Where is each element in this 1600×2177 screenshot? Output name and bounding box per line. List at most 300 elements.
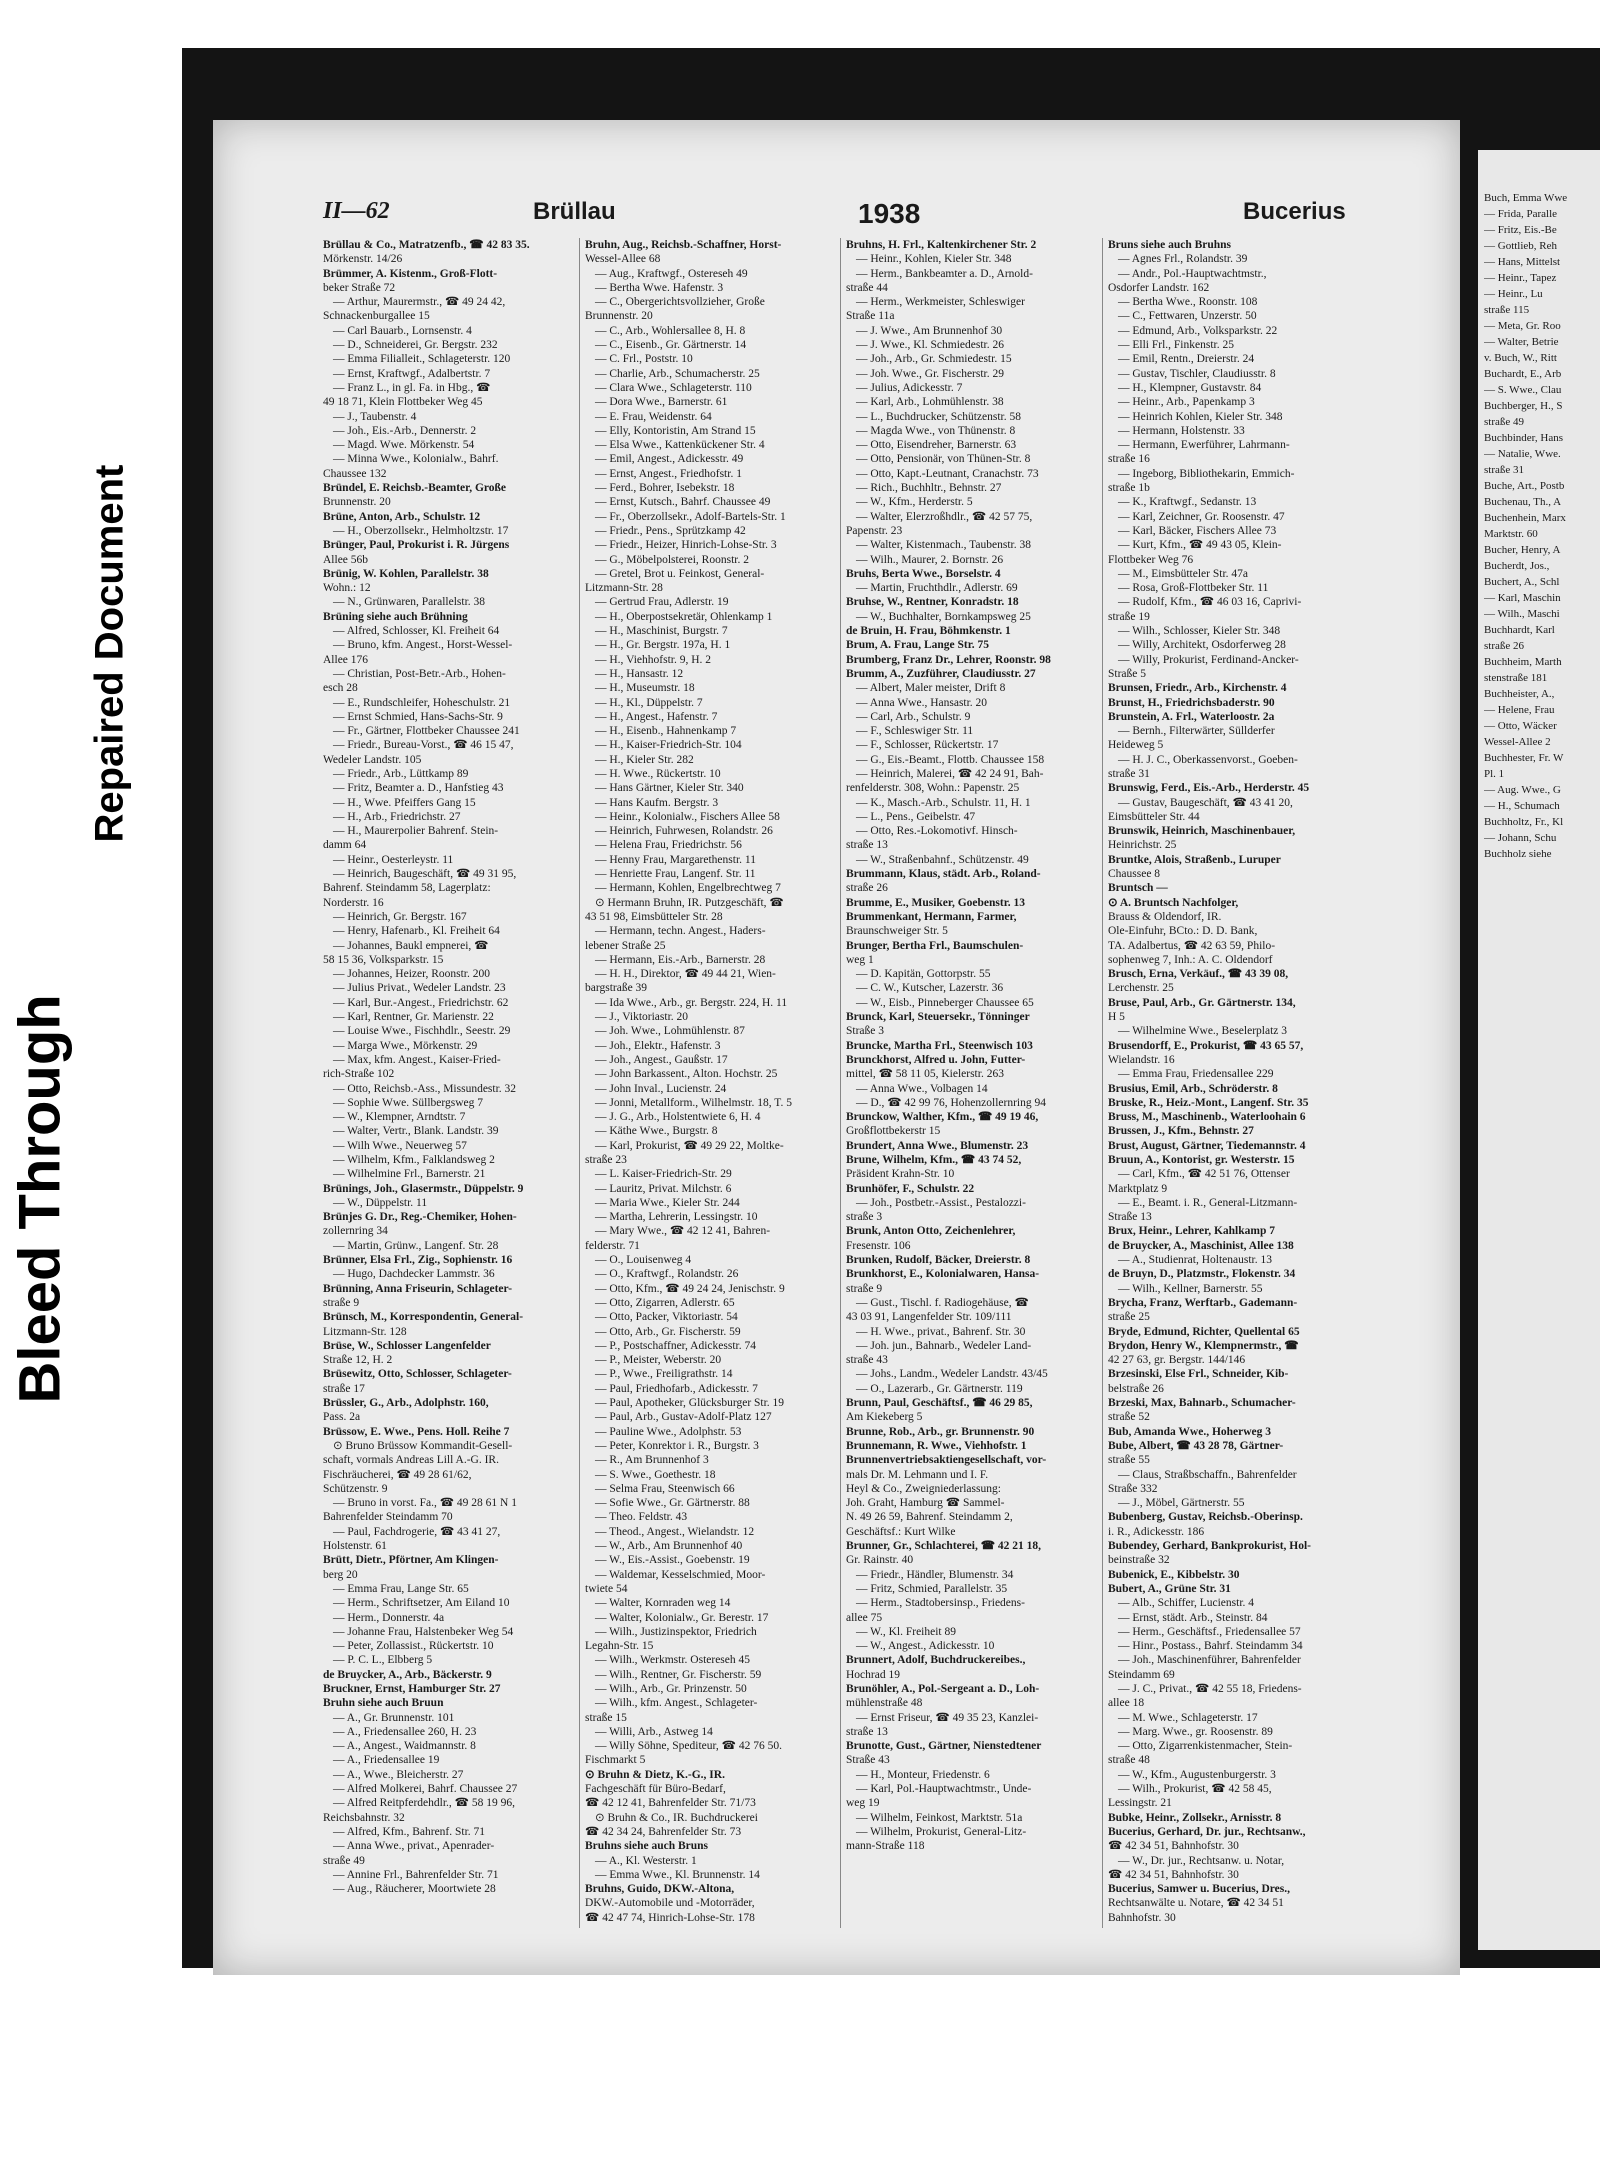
directory-entry: Ole-Einfuhr, BCto.: D. D. Bank, xyxy=(1108,925,1258,938)
directory-entry: Bubendey, Gerhard, Bankprokurist, Hol- xyxy=(1108,1540,1311,1553)
fragment-entry: — Frida, Paralle xyxy=(1484,208,1558,220)
directory-entry: — Franz L., in gl. Fa. in Hbg., ☎ xyxy=(333,381,491,394)
directory-entry: — M. Wwe., Schlageterstr. 17 xyxy=(1118,1711,1258,1724)
page-header xyxy=(323,198,1363,238)
directory-entry: Brünger, Paul, Prokurist i. R. Jürgens xyxy=(323,539,510,552)
directory-entry: — Elli Frl., Finkenstr. 25 xyxy=(1118,339,1234,352)
fragment-entry: Buchhester, Fr. W xyxy=(1484,752,1564,764)
directory-entry: Steindamm 69 xyxy=(1108,1668,1175,1681)
fragment-entry: — Heinr., Tapez xyxy=(1484,272,1557,284)
directory-entry: — A., Friedensallee 260, H. 23 xyxy=(333,1725,477,1738)
directory-entry: — Albert, Maler meister, Drift 8 xyxy=(856,682,1006,695)
directory-entry: — F., Schleswiger Str. 11 xyxy=(856,725,974,738)
directory-entry: — E., Beamt. i. R., General-Litzmann- xyxy=(1118,1196,1298,1209)
directory-entry: Brum, A. Frau, Lange Str. 75 xyxy=(846,639,990,652)
directory-entry: Brünings, Joh., Glasermstr., Düppelstr. 9 xyxy=(323,1182,524,1195)
directory-entry: ☎ 42 34 24, Bahrenfelder Str. 73 xyxy=(585,1825,742,1838)
directory-entry: — John Inval., Lucienstr. 24 xyxy=(595,1082,727,1095)
directory-entry: — K., Masch.-Arb., Schulstr. 11, H. 1 xyxy=(856,796,1031,809)
directory-entry: — Hans Gärtner, Kieler Str. 340 xyxy=(595,782,744,795)
fragment-entry: — Natalie, Wwe. xyxy=(1484,448,1561,460)
directory-entry: — Joh. Wwe., Gr. Fischerstr. 29 xyxy=(856,367,1005,380)
directory-entry: — Heinr., Kolonialw., Fischers Allee 58 xyxy=(595,810,780,823)
directory-entry: — A., Gr. Brunnenstr. 101 xyxy=(333,1711,455,1724)
directory-entry: — Annine Frl., Bahrenfelder Str. 71 xyxy=(333,1868,499,1881)
directory-entry: — H., Maurerpolier Bahrenf. Stein- xyxy=(333,825,499,838)
directory-entry: Bruske, R., Heiz.-Mont., Langenf. Str. 35 xyxy=(1108,1096,1309,1109)
directory-entry: — J., Taubenstr. 4 xyxy=(333,410,417,423)
directory-entry: Bruhn, Aug., Reichsb.-Schaffner, Horst- xyxy=(585,239,782,251)
directory-entry: — Dora Wwe., Barnerstr. 61 xyxy=(595,396,728,409)
directory-entry: Brüning siehe auch Brühning xyxy=(323,610,468,623)
directory-entry: straße 15 xyxy=(585,1711,627,1724)
directory-entry: Bruntsch — xyxy=(1108,882,1168,895)
directory-entry: Brunswig, Ferd., Eis.-Arb., Herderstr. 45 xyxy=(1108,782,1310,795)
column-divider xyxy=(840,238,841,1928)
directory-entry: — H. Wwe., Rückertstr. 10 xyxy=(595,767,721,780)
directory-entry: — Henny Frau, Margarethenstr. 11 xyxy=(595,853,756,866)
directory-entry: mittel, ☎ 58 11 05, Kielerstr. 263 xyxy=(846,1068,1004,1081)
directory-entry: lebener Straße 25 xyxy=(585,939,666,952)
directory-entry: Papenstr. 23 xyxy=(846,524,903,537)
fragment-entry: — Otto, Wäcker xyxy=(1484,720,1557,732)
directory-entry: Brunöhler, A., Pol.-Sergeant a. D., Loh- xyxy=(846,1682,1040,1695)
directory-entry: — W., Arb., Am Brunnenhof 40 xyxy=(595,1540,743,1553)
directory-entry: — Sophie Wwe. Süllbergsweg 7 xyxy=(333,1096,484,1109)
directory-entry: — Walter, Kolonialw., Gr. Berestr. 17 xyxy=(595,1611,769,1624)
directory-entry: — Gustav, Tischler, Claudiusstr. 8 xyxy=(1118,367,1276,380)
directory-entry: — J. Wwe., Am Brunnenhof 30 xyxy=(856,324,1003,337)
directory-entry: Bruse, Paul, Arb., Gr. Gärtnerstr. 134, xyxy=(1108,996,1296,1009)
directory-entry: — W., Eis.-Assist., Goebenstr. 19 xyxy=(595,1554,750,1567)
directory-entry: Brünning, Anna Friseurin, Schlageter- xyxy=(323,1282,513,1295)
directory-entry: — P., Meister, Weberstr. 20 xyxy=(595,1354,722,1367)
directory-entry: Bruhns, H. Frl., Kaltenkirchener Str. 2 xyxy=(846,239,1037,251)
directory-entry: — Herm., Werkmeister, Schleswiger xyxy=(856,296,1025,309)
directory-entry: — G., Möbelpolsterei, Roonstr. 2 xyxy=(595,553,749,566)
directory-entry: Straße 13 xyxy=(1108,1211,1152,1224)
directory-entry: — Fr., Gärtner, Flottbeker Chaussee 241 xyxy=(333,725,520,738)
directory-entry: Brycha, Franz, Werftarb., Gademann- xyxy=(1108,1296,1298,1309)
fragment-entry: straße 115 xyxy=(1484,304,1530,316)
directory-entry: — H., Museumstr. 18 xyxy=(595,682,695,695)
directory-entry: — H. Wwe., privat., Bahrenf. Str. 30 xyxy=(856,1325,1026,1338)
directory-entry: Brunger, Bertha Frl., Baumschulen- xyxy=(846,939,1024,952)
directory-entry: de Bruycker, A., Maschinist, Allee 138 xyxy=(1108,1239,1294,1252)
directory-entry: — H., Wwe. Pfeiffers Gang 15 xyxy=(333,796,476,809)
directory-entry: Brune, Wilhelm, Kfm., ☎ 43 74 52, xyxy=(846,1154,1022,1166)
directory-entry: Bruss, M., Maschinenb., Waterloohain 6 xyxy=(1108,1111,1306,1124)
directory-entry: Bruns siehe auch Bruhns xyxy=(1108,239,1232,251)
directory-entry: — Karl, Prokurist, ☎ 49 29 22, Moltke- xyxy=(595,1139,784,1152)
directory-entry: — C., Obergerichtsvollzieher, Große xyxy=(595,296,765,309)
column-divider xyxy=(579,238,580,1928)
directory-entry: — Emil, Angest., Adickesstr. 49 xyxy=(595,453,744,466)
directory-entry: — Herm., Stadtobersinsp., Friedens- xyxy=(856,1597,1025,1610)
fragment-entry: Buchhardt, Karl xyxy=(1484,624,1555,636)
directory-entry: — Otto, Kapt.-Leutnant, Cranachstr. 73 xyxy=(856,467,1039,480)
directory-entry: — Carl, Arb., Schulstr. 9 xyxy=(856,710,971,723)
directory-entry: — Herm., Donnerstr. 4a xyxy=(333,1611,445,1624)
fragment-entry: Pl. 1 xyxy=(1484,768,1505,780)
directory-entry: Fachgeschäft für Büro-Bedarf, xyxy=(585,1783,726,1796)
directory-entry: straße 17 xyxy=(323,1382,365,1395)
directory-entry: Bubenberg, Gustav, Reichsb.-Oberinsp. xyxy=(1108,1511,1303,1524)
directory-entry: de Bruycker, A., Arb., Bäckerstr. 9 xyxy=(323,1668,492,1681)
directory-entry: Bube, Albert, ☎ 43 28 78, Gärtner- xyxy=(1108,1439,1284,1452)
directory-entry: Lerchenstr. 25 xyxy=(1108,982,1174,995)
directory-entry: — Karl, Arb., Lohmühlenstr. 38 xyxy=(856,396,1004,409)
directory-entry: — Heinrich, Malerei, ☎ 42 24 91, Bah- xyxy=(856,767,1044,780)
fragment-entry: — Hans, Mittelst xyxy=(1484,256,1561,268)
directory-entry: mühlenstraße 48 xyxy=(846,1697,923,1710)
directory-entry: — Sofie Wwe., Gr. Gärtnerstr. 88 xyxy=(595,1497,750,1510)
directory-entry: — Charlie, Arb., Schumacherstr. 25 xyxy=(595,367,760,380)
directory-entry: — Alfred Reitpferdehdlr., ☎ 58 19 96, xyxy=(333,1797,516,1810)
directory-entry: — Johannes, Heizer, Roonstr. 200 xyxy=(333,968,491,981)
directory-entry: — Joh. jun., Bahnarb., Wedeler Land- xyxy=(856,1339,1032,1352)
directory-entry: — O., Lazerarb., Gr. Gärtnerstr. 119 xyxy=(856,1382,1023,1395)
directory-entry: — Otto, Eisendreher, Barnerstr. 63 xyxy=(856,439,1017,452)
directory-entry: Schützenstr. 9 xyxy=(323,1482,388,1495)
directory-entry: Brunnert, Adolf, Buchdruckereibes., xyxy=(846,1654,1026,1667)
directory-entry: Heideweg 5 xyxy=(1108,739,1164,752)
directory-entry: beker Straße 72 xyxy=(323,281,396,294)
directory-entry: ⊙ A. Bruntsch Nachfolger, xyxy=(1108,896,1239,909)
column-divider xyxy=(1102,238,1103,1928)
directory-entry: — Martin, Grünw., Langenf. Str. 28 xyxy=(333,1239,499,1252)
directory-entry: straße 23 xyxy=(585,1154,627,1166)
fragment-entry: — Walter, Betrie xyxy=(1484,336,1559,348)
directory-entry: Allee 56b xyxy=(323,553,369,566)
fragment-entry: Buchholtz, Fr., Kl xyxy=(1484,816,1564,828)
directory-entry: weg 19 xyxy=(846,1797,880,1810)
directory-entry: straße 19 xyxy=(1108,610,1150,623)
directory-entry: — Bernh., Filterwärter, Süllderfer xyxy=(1118,725,1275,738)
directory-entry: — Waldemar, Kesselschmied, Moor- xyxy=(595,1568,766,1581)
fragment-entry: Buchardt, E., Arb xyxy=(1484,368,1562,380)
directory-entry: — Alfred Molkerei, Bahrf. Chaussee 27 xyxy=(333,1783,518,1796)
fragment-entry: Buche, Art., Postb xyxy=(1484,480,1565,492)
fragment-entry: Buchberger, H., S xyxy=(1484,400,1563,412)
directory-entry: Bahnhofstr. 30 xyxy=(1108,1911,1176,1924)
directory-entry: — Anna Wwe., Volbagen 14 xyxy=(856,1082,988,1095)
directory-entry: — Bruno in vorst. Fa., ☎ 49 28 61 N 1 xyxy=(333,1497,517,1510)
directory-entry: — Alfred, Kfm., Bahrenf. Str. 71 xyxy=(333,1825,486,1838)
directory-entry: — Anna Wwe., privat., Apenrader- xyxy=(333,1840,495,1853)
directory-entry: Fresenstr. 106 xyxy=(846,1239,911,1252)
directory-entry: de Bruyn, D., Platzmstr., Flokenstr. 34 xyxy=(1108,1268,1296,1281)
directory-entry: — Kurt, Kfm., ☎ 49 43 05, Klein- xyxy=(1118,539,1282,552)
directory-entry: — Jonni, Metallform., Wilhelmstr. 18, T. 5 xyxy=(595,1096,792,1109)
directory-entry: — Christian, Post-Betr.-Arb., Hohen- xyxy=(333,667,506,680)
directory-entry: Lessingstr. 21 xyxy=(1108,1797,1172,1810)
directory-entry: Bucerius, Gerhard, Dr. jur., Rechtsanw., xyxy=(1108,1825,1306,1838)
directory-entry: — Rich., Buchhltr., Behnstr. 27 xyxy=(856,482,1002,495)
directory-entry: — W., Straßenbahnf., Schützenstr. 49 xyxy=(856,853,1029,866)
directory-entry: ⊙ Bruhn & Dietz, K.-G., IR. xyxy=(585,1768,725,1781)
directory-entry: Brundert, Anna Wwe., Blumenstr. 23 xyxy=(846,1139,1029,1152)
directory-entry: ☎ 42 34 51, Bahnhofstr. 30 xyxy=(1108,1840,1239,1853)
directory-entry: weg 1 xyxy=(846,953,874,966)
directory-entry: Brunken, Rudolf, Bäcker, Dreierstr. 8 xyxy=(846,1254,1031,1267)
directory-entry: — Joh., Elektr., Hafenstr. 3 xyxy=(595,1039,721,1052)
directory-entry: — H., Angest., Hafenstr. 7 xyxy=(595,710,718,723)
directory-entry: — Otto, Reichsb.-Ass., Missundestr. 32 xyxy=(333,1082,517,1095)
directory-entry: Rechtsanwälte u. Notare, ☎ 42 34 51 xyxy=(1108,1897,1284,1910)
directory-entry: Straße 3 xyxy=(846,1025,885,1038)
directory-entry: Bruhn siehe auch Bruun xyxy=(323,1697,444,1710)
directory-entry: Wessel-Allee 68 xyxy=(585,253,661,266)
directory-entry: — Agnes Frl., Rolandstr. 39 xyxy=(1118,253,1248,266)
fragment-entry: — Helene, Frau xyxy=(1484,704,1555,716)
directory-entry: — Ferd., Bohrer, Isebekstr. 18 xyxy=(595,482,735,495)
directory-entry: — Walter, Elerzroßhdlr., ☎ 42 57 75, xyxy=(856,510,1033,523)
directory-entry: Präsident Krahn-Str. 10 xyxy=(846,1168,955,1181)
directory-entry: — W., Angest., Adickesstr. 10 xyxy=(856,1640,995,1653)
directory-entry: — H. H., Direktor, ☎ 49 44 21, Wien- xyxy=(595,968,776,981)
directory-entry: 49 18 71, Klein Flottbeker Weg 45 xyxy=(323,396,483,409)
directory-entry: Litzmann-Str. 28 xyxy=(585,582,663,595)
directory-entry: Bub, Amanda Wwe., Hoherweg 3 xyxy=(1108,1425,1272,1438)
directory-entry: straße 48 xyxy=(1108,1754,1150,1767)
directory-entry: — H., Hansastr. 12 xyxy=(595,667,684,680)
directory-entry: twiete 54 xyxy=(585,1582,628,1595)
directory-entry: — Wilhelmine Wwe., Beselerplatz 3 xyxy=(1118,1025,1288,1038)
directory-entry: — Elsa Wwe., Kattenkückener Str. 4 xyxy=(595,439,765,452)
directory-entry: — Helena Frau, Friedrichstr. 56 xyxy=(595,839,742,852)
directory-entry: — Wilhelm, Kfm., Falklandsweg 2 xyxy=(333,1154,495,1166)
directory-entry: Wohn.: 12 xyxy=(323,582,371,595)
directory-entry: — Karl, Bäcker, Fischers Allee 73 xyxy=(1118,524,1277,537)
directory-entry: — Willy, Architekt, Osdorferweg 28 xyxy=(1118,639,1286,652)
directory-entry: straße 1b xyxy=(1108,482,1150,495)
directory-entry: Brauss & Oldendorf, IR. xyxy=(1108,910,1222,923)
directory-entry: straße 13 xyxy=(846,839,888,852)
directory-entry: — H., Kl., Düppelstr. 7 xyxy=(595,696,703,709)
repaired-document-label: Repaired Document xyxy=(87,464,132,843)
directory-entry: Brünjes G. Dr., Reg.-Chemiker, Hohen- xyxy=(323,1211,517,1224)
directory-entry: — J. G., Arb., Holstentwiete 6, H. 4 xyxy=(595,1111,761,1124)
fragment-entry: Buchbinder, Hans xyxy=(1484,432,1563,444)
directory-entry: — Paul, Apotheker, Glücksburger Str. 19 xyxy=(595,1397,785,1410)
directory-entry: — Friedr., Händler, Blumenstr. 34 xyxy=(856,1568,1014,1581)
directory-entry: — Theod., Angest., Wielandstr. 12 xyxy=(595,1525,755,1538)
directory-entry: Legahn-Str. 15 xyxy=(585,1640,654,1653)
directory-entry: — Wilh., Maurer, 2. Bornstr. 26 xyxy=(856,553,1004,566)
directory-entry: Brunsen, Friedr., Arb., Kirchenstr. 4 xyxy=(1108,682,1287,695)
directory-entry: — J., Viktoriastr. 20 xyxy=(595,1011,689,1024)
directory-entry: — Peter, Zollassist., Rückertstr. 10 xyxy=(333,1640,494,1653)
directory-entry: ☎ 42 34 51, Bahnhofstr. 30 xyxy=(1108,1868,1239,1881)
directory-entry: — Joh., Eis.-Arb., Dennerstr. 2 xyxy=(333,424,477,437)
directory-entry: Brunne, Rob., Arb., gr. Brunnenstr. 90 xyxy=(846,1425,1035,1438)
directory-entry: — Friedr., Heizer, Hinrich-Lohse-Str. 3 xyxy=(595,539,777,552)
directory-entry: — Hermann, techn. Angest., Haders- xyxy=(595,925,766,938)
directory-entry: — Clara Wwe., Schlageterstr. 110 xyxy=(595,381,752,394)
fragment-entry: straße 31 xyxy=(1484,464,1525,476)
directory-entry: Bruckner, Ernst, Hamburger Str. 27 xyxy=(323,1682,501,1695)
directory-entry: — Wilh., Werkmstr. Ostereseh 45 xyxy=(595,1654,751,1667)
directory-entry: straße 3 xyxy=(846,1211,883,1224)
directory-entry: — Heinr., Kohlen, Kieler Str. 348 xyxy=(856,253,1012,266)
directory-entry: — Martha, Lehrerin, Lessingstr. 10 xyxy=(595,1211,758,1224)
directory-entry: — Hermann, Holstenstr. 33 xyxy=(1118,424,1245,437)
directory-entry: — Aug., Räucherer, Moortwiete 28 xyxy=(333,1883,496,1896)
directory-entry: — D., Schneiderei, Gr. Bergstr. 232 xyxy=(333,339,498,352)
directory-entry: Brüssler, G., Arb., Adolphstr. 160, xyxy=(323,1397,489,1410)
directory-entry: — A., Friedensallee 19 xyxy=(333,1754,440,1767)
header-right-name: Bucerius xyxy=(1243,198,1346,225)
directory-entry: straße 16 xyxy=(1108,453,1150,466)
directory-entry: Straße 43 xyxy=(846,1754,890,1767)
directory-entry: — H., Monteur, Friedenstr. 6 xyxy=(856,1768,990,1781)
directory-entry: Bruntke, Alois, Straßenb., Luruper xyxy=(1108,853,1281,866)
directory-entry: Bucerius, Samwer u. Bucerius, Dres., xyxy=(1108,1883,1290,1896)
directory-entry: Bryde, Edmund, Richter, Quellental 65 xyxy=(1108,1325,1300,1338)
directory-entry: — Wilh Wwe., Neuerweg 57 xyxy=(333,1139,467,1152)
directory-entry: bargstraße 39 xyxy=(585,982,648,995)
directory-entry: Chaussee 132 xyxy=(323,467,387,480)
directory-entry: — Fritz, Schmied, Parallelstr. 35 xyxy=(856,1582,1008,1595)
directory-entry: Brux, Heinr., Lehrer, Kahlkamp 7 xyxy=(1108,1225,1275,1238)
directory-entry: 58 15 36, Volksparkstr. 15 xyxy=(323,953,444,966)
directory-entry: — W., Kl. Freiheit 89 xyxy=(856,1625,956,1638)
directory-entry: Brüssow, E. Wwe., Pens. Holl. Reihe 7 xyxy=(323,1425,510,1438)
directory-entry: — Ernst Schmied, Hans-Sachs-Str. 9 xyxy=(333,710,503,723)
directory-entry: schaft, vormals Andreas Lill A.-G. IR. xyxy=(323,1454,499,1467)
directory-entry: Fischmarkt 5 xyxy=(585,1754,646,1767)
directory-entry: — E., Rundschleifer, Hoheschulstr. 21 xyxy=(333,696,511,709)
directory-entry: — Andr., Pol.-Hauptwachtmstr., xyxy=(1118,267,1267,280)
fragment-entry: — Aug. Wwe., G xyxy=(1484,784,1561,796)
directory-entry: — Gretel, Brot u. Feinkost, General- xyxy=(595,567,765,580)
directory-entry: Bruhse, W., Rentner, Konradstr. 18 xyxy=(846,596,1019,609)
directory-entry: Brzeski, Max, Bahnarb., Schumacher- xyxy=(1108,1397,1296,1410)
directory-entry: — Gust., Tischl. f. Radiogehäuse, ☎ xyxy=(856,1296,1029,1309)
directory-entry: — Herm., Schriftsetzer, Am Eiland 10 xyxy=(333,1597,510,1610)
adjacent-page-column xyxy=(1484,190,1598,862)
directory-entry: — Joh., Arb., Gr. Schmiedestr. 15 xyxy=(856,353,1012,366)
directory-entry: Brunnenstr. 20 xyxy=(585,310,653,323)
directory-entry: Brunck, Karl, Steuersekr., Tönninger xyxy=(846,1011,1030,1024)
directory-entry: Norderstr. 16 xyxy=(323,896,384,909)
directory-entry: — John Barkassent., Alton. Hochstr. 25 xyxy=(595,1068,778,1081)
directory-column-2 xyxy=(585,238,835,1928)
directory-entry: straße 9 xyxy=(323,1296,360,1309)
directory-entry: — Pauline Wwe., Adolphstr. 53 xyxy=(595,1425,742,1438)
directory-entry: — Bruno, kfm. Angest., Horst-Wessel- xyxy=(333,639,513,652)
fragment-entry: Wessel-Allee 2 xyxy=(1484,736,1551,748)
directory-entry: — H., Klempner, Gustavstr. 84 xyxy=(1118,381,1262,394)
directory-entry: Gr. Rainstr. 40 xyxy=(846,1554,914,1567)
directory-entry: — Ernst, Kutsch., Bahrf. Chaussee 49 xyxy=(595,496,771,509)
directory-entry: Hochrad 19 xyxy=(846,1668,900,1681)
directory-entry: — Willi, Arb., Astweg 14 xyxy=(595,1725,713,1738)
directory-entry: — Rosa, Groß-Flottbeker Str. 11 xyxy=(1118,582,1269,595)
directory-entry: — Alb., Schiffer, Lucienstr. 4 xyxy=(1118,1597,1255,1610)
directory-entry: — Ingeborg, Bibliothekarin, Emmich- xyxy=(1118,467,1295,480)
directory-entry: — Henry, Hafenarb., Kl. Freiheit 64 xyxy=(333,925,500,938)
directory-entry: — O., Louisenweg 4 xyxy=(595,1254,692,1267)
directory-entry: — W., Buchhalter, Bornkampsweg 25 xyxy=(856,610,1031,623)
directory-entry: Brunk, Anton Otto, Zeichenlehrer, xyxy=(846,1225,1016,1238)
directory-entry: — Herm., Geschäftsf., Friedensallee 57 xyxy=(1118,1625,1301,1638)
directory-entry: Eimsbütteler Str. 44 xyxy=(1108,810,1200,823)
fragment-entry: — Wilh., Maschi xyxy=(1484,608,1560,620)
directory-entry: — Käthe Wwe., Burgstr. 8 xyxy=(595,1125,718,1138)
directory-entry: — R., Am Brunnenhof 3 xyxy=(595,1454,709,1467)
directory-entry: Wielandstr. 16 xyxy=(1108,1053,1175,1066)
directory-entry: — Karl, Zeichner, Gr. Roosenstr. 47 xyxy=(1118,510,1285,523)
directory-entry: Flottbeker Weg 76 xyxy=(1108,553,1194,566)
directory-entry: — Karl, Rentner, Gr. Marienstr. 22 xyxy=(333,1011,494,1024)
directory-entry: Brünner, Elsa Frl., Zig., Sophienstr. 16 xyxy=(323,1254,513,1267)
directory-entry: felderstr. 71 xyxy=(585,1239,640,1252)
directory-entry: — W., Dr. jur., Rechtsanw. u. Notar, xyxy=(1118,1854,1285,1867)
directory-entry: Bubenick, E., Kibbelstr. 30 xyxy=(1108,1568,1240,1581)
directory-entry: 42 27 63, gr. Bergstr. 144/146 xyxy=(1108,1354,1246,1367)
directory-entry: berg 20 xyxy=(323,1568,358,1581)
directory-entry: esch 28 xyxy=(323,682,358,695)
directory-entry: straße 44 xyxy=(846,281,888,294)
directory-entry: — J. Wwe., Kl. Schmiedestr. 26 xyxy=(856,339,1004,352)
directory-entry: Brunotte, Gust., Gärtner, Nienstedtener xyxy=(846,1740,1042,1753)
directory-entry: — N., Grünwaren, Parallelstr. 38 xyxy=(333,596,486,609)
directory-entry: ⊙ Bruhn & Co., IR. Buchdruckerei xyxy=(595,1811,758,1824)
directory-entry: — Ernst, städt. Arb., Steinstr. 84 xyxy=(1118,1611,1268,1624)
directory-entry: — Joh., Maschinenführer, Bahrenfelder xyxy=(1118,1654,1301,1667)
directory-entry: — Hans Kaufm. Bergstr. 3 xyxy=(595,796,719,809)
directory-entry: — Joh., Angest., Gaußstr. 17 xyxy=(595,1053,728,1066)
directory-entry: Brunckhorst, Alfred u. John, Futter- xyxy=(846,1053,1026,1066)
directory-entry: — Peter, Konrektor i. R., Burgstr. 3 xyxy=(595,1439,759,1452)
directory-entry: — Friedr., Arb., Lüttkamp 89 xyxy=(333,767,469,780)
directory-entry: belstraße 26 xyxy=(1108,1382,1164,1395)
directory-entry: damm 64 xyxy=(323,839,367,852)
directory-entry: straße 52 xyxy=(1108,1411,1150,1424)
directory-entry: — Wilh., Justizinspektor, Friedrich xyxy=(595,1625,757,1638)
directory-entry: Brunnenstr. 20 xyxy=(323,496,391,509)
directory-entry: Fischräucherei, ☎ 49 28 61/62, xyxy=(323,1468,472,1481)
directory-entry: mann-Straße 118 xyxy=(846,1840,925,1853)
directory-entry: — Bertha Wwe. Hafenstr. 3 xyxy=(595,281,724,294)
directory-entry: Brunswik, Heinrich, Maschinenbauer, xyxy=(1108,825,1296,838)
directory-entry: Bruncke, Martha Frl., Steenwisch 103 xyxy=(846,1039,1033,1052)
fragment-entry: v. Buch, W., Ritt xyxy=(1484,352,1557,364)
directory-entry: — Otto, Pensionär, von Thünen-Str. 8 xyxy=(856,453,1031,466)
directory-entry: Joh. Graht, Hamburg ☎ Sammel- xyxy=(846,1497,1005,1510)
directory-entry: — W., Eisb., Pinneberger Chaussee 65 xyxy=(856,996,1034,1009)
directory-entry: — Heinrich Kohlen, Kieler Str. 348 xyxy=(1118,410,1283,423)
directory-entry: 43 51 98, Eimsbütteler Str. 28 xyxy=(585,910,723,923)
directory-entry: — Fr., Oberzollsekr., Adolf-Bartels-Str. 1 xyxy=(595,510,786,523)
directory-entry: Braunschweiger Str. 5 xyxy=(846,925,948,938)
directory-entry: Brummenkant, Hermann, Farmer, xyxy=(846,910,1017,923)
directory-entry: sophenweg 7, Inh.: A. C. Oldendorf xyxy=(1108,953,1273,966)
directory-entry: — Otto, Res.-Lokomotivf. Hinsch- xyxy=(856,825,1018,838)
directory-entry: — Heinrich, Baugeschäft, ☎ 49 31 95, xyxy=(333,868,517,881)
directory-entry: — Rudolf, Kfm., ☎ 46 03 16, Caprivi- xyxy=(1118,596,1302,609)
directory-entry: — Emma Wwe., Kl. Brunnenstr. 14 xyxy=(595,1868,760,1881)
directory-entry: — P., Wwe., Freiligrathstr. 14 xyxy=(595,1368,733,1381)
directory-entry: — A., Angest., Waidmannstr. 8 xyxy=(333,1740,476,1753)
directory-entry: — Johanne Frau, Halstenbeker Weg 54 xyxy=(333,1625,514,1638)
directory-entry: Brüne, Anton, Arb., Schulstr. 12 xyxy=(323,510,481,523)
directory-entry: — H., Kieler Str. 282 xyxy=(595,753,694,766)
directory-entry: — Heinr., Oesterleystr. 11 xyxy=(333,853,454,866)
directory-entry: Bruhns, Guido, DKW.-Altona, xyxy=(585,1883,735,1896)
